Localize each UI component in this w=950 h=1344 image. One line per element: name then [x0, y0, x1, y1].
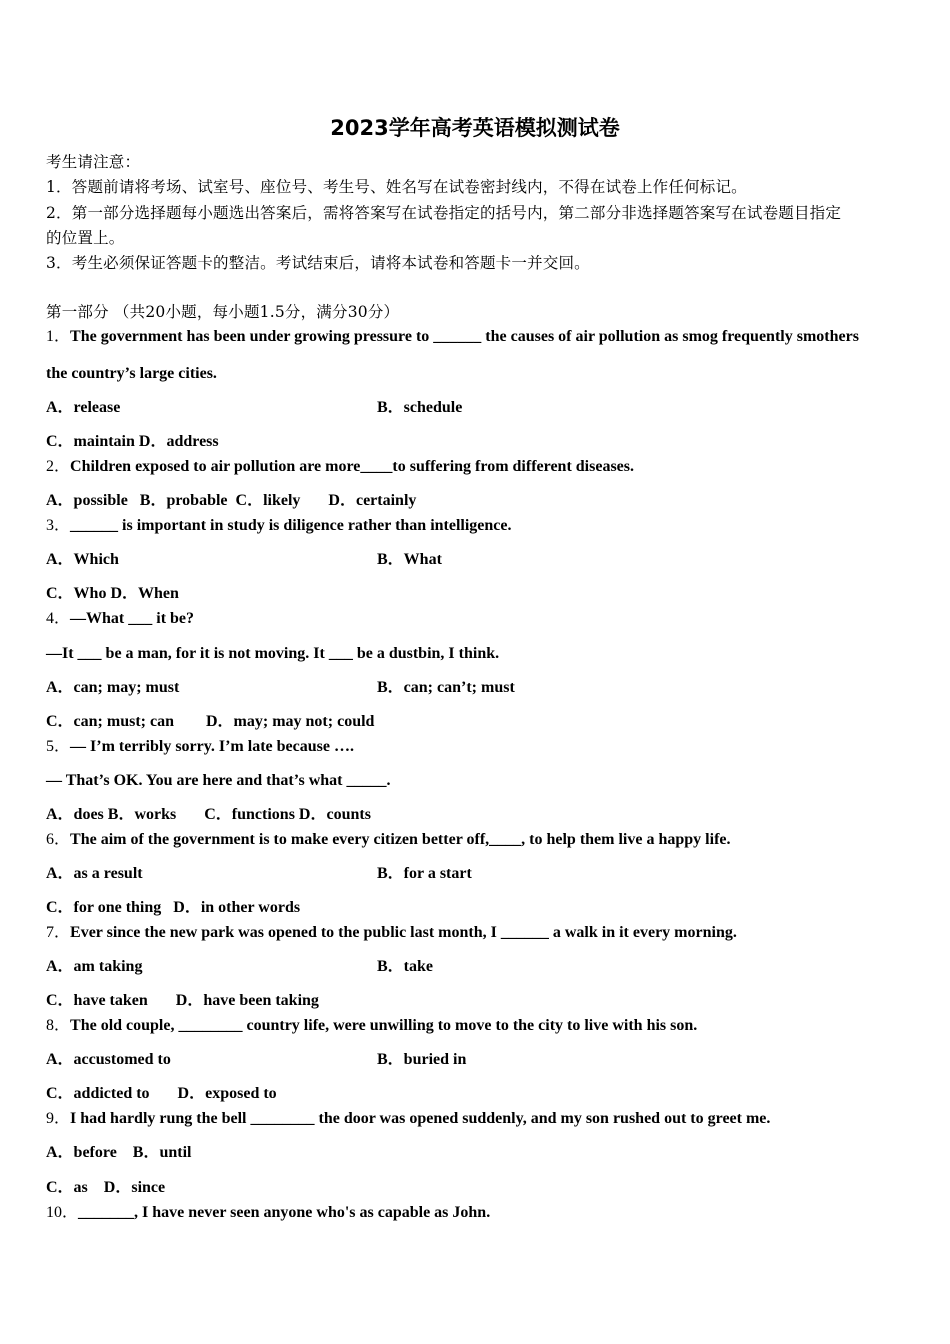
- option-a: A．Which: [46, 551, 119, 568]
- question-number: 5．: [46, 738, 71, 755]
- option-a: A．accustomed to: [46, 1051, 171, 1068]
- option-c-d: C．for one thing D．in other words: [46, 899, 301, 916]
- question-stem: _______, I have never seen anyone who's as capable as John.: [78, 1204, 491, 1221]
- option-b: B．take: [377, 958, 434, 975]
- notice-item: 的位置上。: [46, 229, 125, 247]
- options-row: A．does B．works C．functions D．counts: [46, 806, 371, 823]
- question-7: [46, 923, 737, 943]
- option-c-d: C．addicted to D．exposed to: [46, 1085, 277, 1102]
- question-stem: Ever since the new park was opened to the public last month, I ______ a walk in it every morning.: [70, 924, 737, 941]
- option-b: B．What: [377, 551, 442, 568]
- question-stem-continued: —It ___ be a man, for it is not moving. It ___ be a dustbin, I think.: [46, 645, 500, 662]
- question-8: [46, 1016, 697, 1036]
- option-a: A．release: [46, 399, 121, 416]
- question-2: [46, 457, 634, 477]
- option-c-d: C．can; must; can D．may; may not; could: [46, 713, 375, 730]
- notice-item: 1．答题前请将考场、试室号、座位号、考生号、姓名写在试卷密封线内，不得在试卷上作任何标记。: [46, 178, 747, 196]
- notice-heading: 考生请注意：: [46, 153, 141, 171]
- question-stem: ______ is important in study is diligence rather than intelligence.: [70, 517, 512, 534]
- section-heading: 第一部分 （共20小题，每小题1.5分，满分30分）: [46, 303, 400, 321]
- option-a: A．can; may; must: [46, 679, 180, 696]
- question-5: [46, 737, 354, 757]
- question-1: [46, 327, 859, 347]
- question-10: [46, 1203, 490, 1223]
- question-stem: I had hardly rung the bell ________ the door was opened suddenly, and my son rushed out to greet me.: [70, 1110, 771, 1127]
- question-number: 7．: [46, 924, 71, 941]
- options-row: A．before B．until: [46, 1144, 192, 1161]
- question-9: [46, 1109, 770, 1129]
- question-stem: The aim of the government is to make every citizen better off,____, to help them live a happy life.: [70, 831, 731, 848]
- question-6: [46, 830, 731, 850]
- option-b: B．buried in: [377, 1051, 467, 1068]
- question-stem: The government has been under growing pressure to ______ the causes of air pollution as smog frequently smothers: [70, 328, 859, 345]
- question-number: 6．: [46, 831, 71, 848]
- question-number: 8．: [46, 1017, 71, 1034]
- option-c-d: C．maintain D．address: [46, 433, 219, 450]
- question-stem: —What ___ it be?: [70, 610, 195, 627]
- question-number: 10．: [46, 1204, 79, 1221]
- question-number: 3．: [46, 517, 71, 534]
- question-number: 4．: [46, 610, 71, 627]
- notice-item: 2．第一部分选择题每小题选出答案后，需将答案写在试卷指定的括号内，第二部分非选择题答案写在试卷题目指定: [46, 204, 842, 222]
- question-stem-continued: — That’s OK. You are here and that’s what _____.: [46, 772, 391, 789]
- question-stem: The old couple, ________ country life, were unwilling to move to the city to live with his son.: [70, 1017, 698, 1034]
- question-3: [46, 516, 512, 536]
- question-stem: Children exposed to air pollution are more____to suffering from different diseases.: [70, 458, 634, 475]
- option-b: B．for a start: [377, 865, 472, 882]
- option-c-d: C．as D．since: [46, 1179, 166, 1196]
- option-a: A．as a result: [46, 865, 143, 882]
- question-stem-continued: the country’s large cities.: [46, 365, 217, 382]
- question-stem: — I’m terribly sorry. I’m late because ….: [70, 738, 354, 755]
- question-4: [46, 609, 194, 629]
- option-c-d: C．have taken D．have been taking: [46, 992, 319, 1009]
- notice-item: 3．考生必须保证答题卡的整洁。考试结束后，请将本试卷和答题卡一并交回。: [46, 254, 590, 272]
- option-b: B．can; can’t; must: [377, 679, 515, 696]
- question-number: 1．: [46, 328, 71, 345]
- options-row: A．possible B．probable C．likely D．certainly: [46, 492, 417, 509]
- option-c-d: C．Who D．When: [46, 585, 179, 602]
- option-a: A．am taking: [46, 958, 143, 975]
- question-number: 9．: [46, 1110, 71, 1127]
- page-title: 2023学年高考英语模拟测试卷: [330, 116, 620, 140]
- option-b: B．schedule: [377, 399, 463, 416]
- question-number: 2．: [46, 458, 71, 475]
